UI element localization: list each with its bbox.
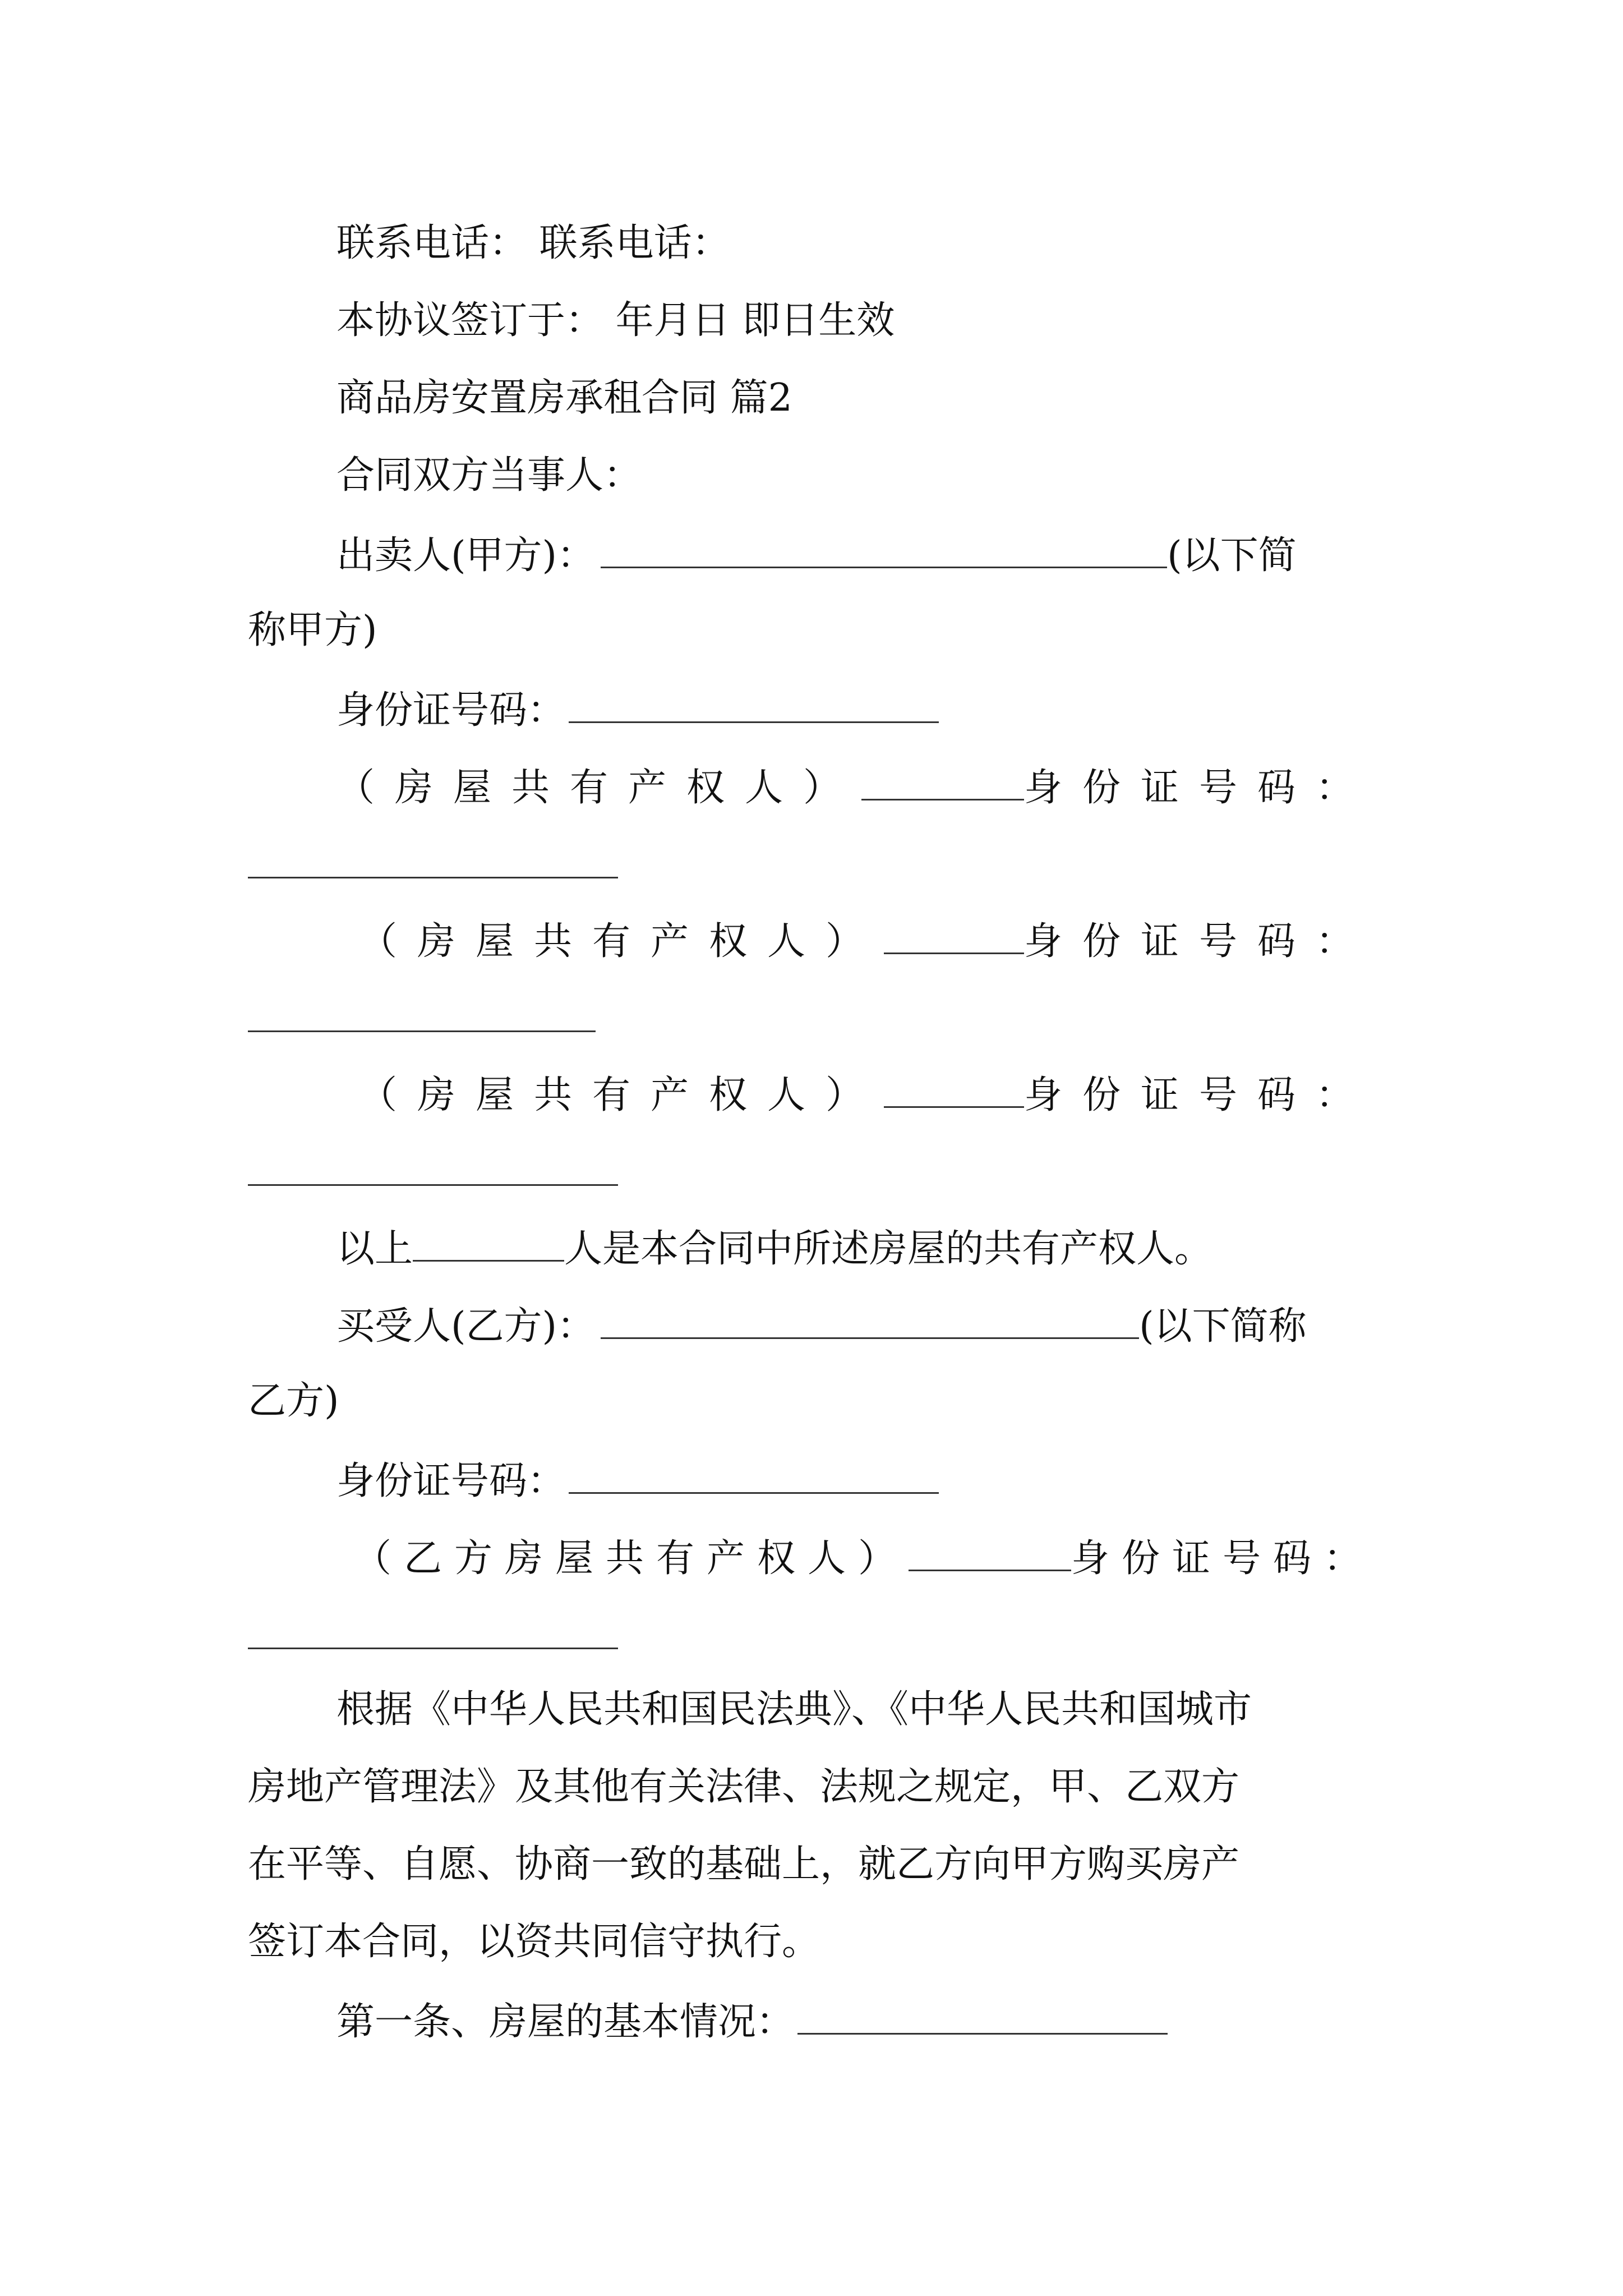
co-owner-label-3: （房屋共有产权人） — [359, 1073, 884, 1117]
summary-prefix: 以上 — [336, 1226, 413, 1271]
legal-basis-text-4: 签订本合同，以资共同信守执行。 — [248, 1920, 820, 1964]
seller-name-blank — [601, 534, 1167, 568]
legal-basis-text-2: 房地产管理法》及其他有关法律、法规之规定，甲、乙双方 — [248, 1765, 1240, 1809]
buyer-co-owner-id-label: 身份证号码： — [1071, 1536, 1374, 1581]
co-owner-name-blank-3 — [884, 1074, 1024, 1108]
buyer-name-blank — [601, 1305, 1139, 1339]
legal-basis-line-3 — [248, 1842, 1240, 1887]
co-owner-line-2 — [359, 919, 1374, 964]
buyer-line — [336, 1304, 1307, 1349]
co-owner-label-2: （房屋共有产权人） — [359, 919, 884, 964]
co-owner-id-label-1: 身份证号码： — [1023, 765, 1374, 810]
contact-phone-text: 联系电话： 联系电话： — [336, 221, 730, 265]
article-1-text: 第一条、房屋的基本情况： — [336, 1999, 795, 2044]
buyer-suffix: (以下简称 — [1139, 1304, 1307, 1349]
summary-suffix: 人是本合同中所述房屋的共有产权人。 — [564, 1226, 1213, 1271]
contact-phone-line — [336, 221, 730, 265]
buyer-id-blank — [569, 1460, 939, 1494]
legal-basis-line-4 — [248, 1920, 820, 1964]
buyer-id-label: 身份证号码： — [336, 1458, 566, 1503]
seller-label: 出卖人(甲方)： — [336, 533, 596, 578]
buyer-co-owner-id-blank — [248, 1648, 618, 1649]
legal-basis-line-2 — [248, 1765, 1240, 1809]
seller-id-label: 身份证号码： — [336, 688, 566, 733]
seller-id-blank — [569, 689, 939, 723]
co-owner-id-blank-3 — [248, 1184, 618, 1186]
buyer-co-owner-line — [353, 1536, 1374, 1581]
house-info-blank — [797, 2000, 1168, 2035]
seller-suffix: (以下简 — [1167, 533, 1297, 578]
co-owner-id-label-3: 身份证号码： — [1023, 1073, 1374, 1117]
seller-id-line — [336, 688, 939, 733]
signing-date-text: 本协议签订于： 年月日 即日生效 — [336, 298, 895, 343]
parties-heading — [336, 453, 642, 498]
parties-heading-text: 合同双方当事人： — [336, 453, 642, 498]
co-owner-name-blank-2 — [884, 920, 1024, 954]
legal-basis-text-3: 在平等、自愿、协商一致的基础上，就乙方向甲方购买房产 — [248, 1842, 1240, 1887]
co-owner-label-1: （房屋共有产权人） — [336, 765, 862, 810]
co-owner-id-blank-2 — [248, 1030, 596, 1032]
buyer-id-line — [336, 1460, 939, 1501]
article-1-line — [336, 1999, 1168, 2044]
co-owner-id-label-2: 身份证号码： — [1023, 919, 1374, 964]
seller-continuation-text: 称甲方) — [248, 608, 377, 652]
legal-basis-line-1 — [336, 1687, 1252, 1732]
co-owner-summary — [336, 1226, 1213, 1271]
co-owner-id-blank-1 — [248, 877, 618, 878]
co-owner-line-3 — [359, 1074, 1374, 1115]
seller-continuation — [248, 608, 377, 652]
contract-title-text: 商品房安置房承租合同 篇2 — [336, 376, 792, 420]
buyer-continuation-text: 乙方) — [248, 1379, 339, 1423]
co-owner-count-blank — [413, 1227, 564, 1262]
co-owner-name-blank-1 — [861, 766, 1024, 800]
signing-date-line — [336, 298, 895, 343]
buyer-co-owner-label: （乙方房屋共有产权人） — [353, 1536, 909, 1581]
seller-line — [336, 533, 1297, 578]
co-owner-line-1 — [336, 765, 1374, 810]
buyer-co-owner-name-blank — [909, 1537, 1071, 1571]
contract-title — [336, 376, 792, 420]
buyer-label: 买受人(乙方)： — [336, 1304, 596, 1349]
legal-basis-text-1: 根据《中华人民共和国民法典》、《中华人民共和国城市 — [336, 1687, 1252, 1732]
buyer-continuation — [248, 1379, 339, 1423]
